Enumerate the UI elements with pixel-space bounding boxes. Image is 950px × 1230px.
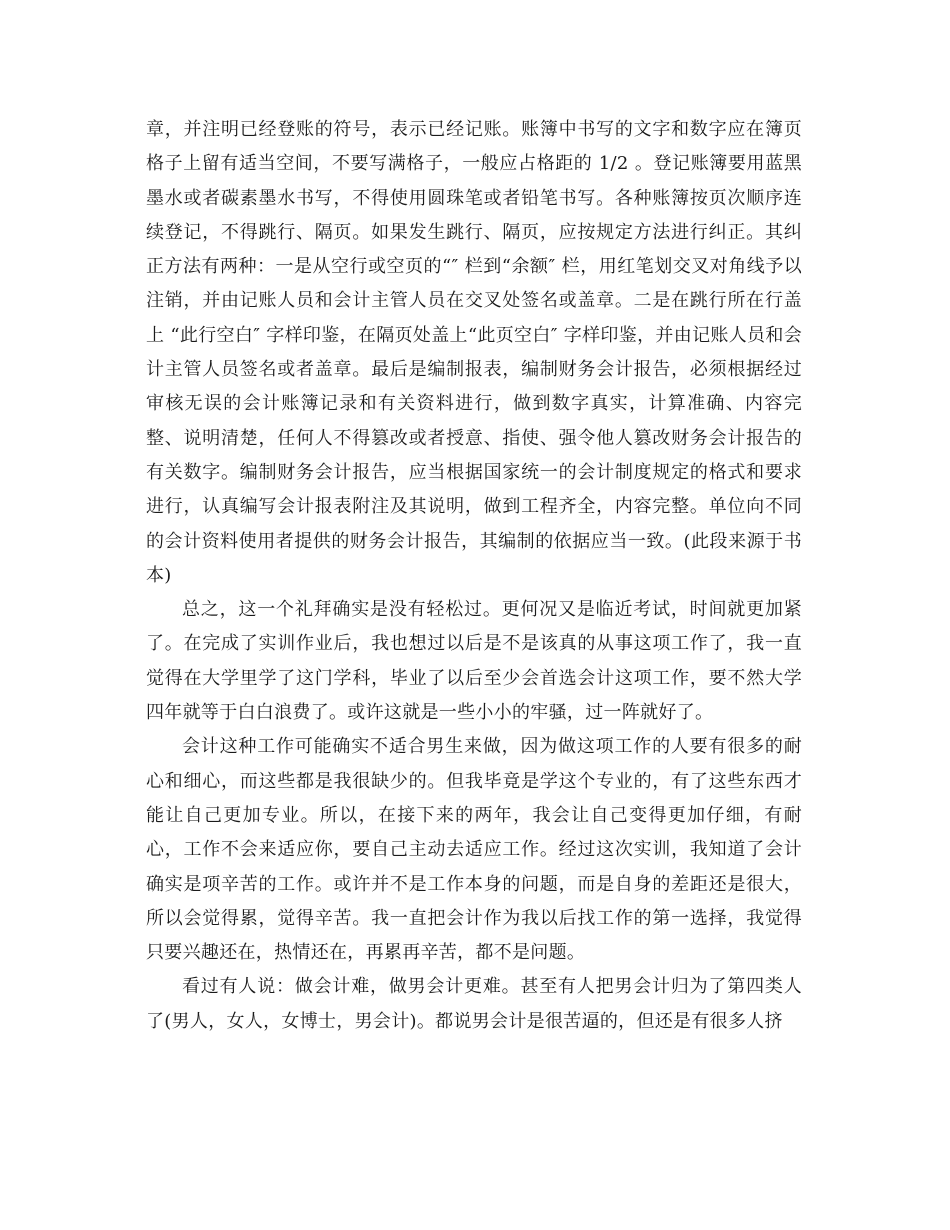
paragraph-4: 看过有人说：做会计难，做男会计更难。甚至有人把男会计归为了第四类人了(男人，女人，女博士，男会计)。都说男会计是很苦逼的，但还是有很多人挤 <box>146 976 802 1032</box>
paragraph-1: 章，并注明已经登账的符号，表示已经记账。账簿中书写的文字和数字应在簿页格子上留有适当空间，不要写满格子，一般应占格距的 1/2 。登记账簿要用蓝黑墨水或者碳素墨水书写，不得使用圆珠笔或者铅笔书写。各种账簿按页次顺序连续登记，不得跳行、隔页。如果发生跳行、隔页，应按规定方法进行纠正。其纠正方法有两种：一是从空行或空页的“″ 栏到“余额″ 栏，用红笔划交叉对角线予以注销，并由记账人员和会计主管人员在交叉处签名或盖章。二是在跳行所在行盖上 “此行空白″ 字样印鉴，在隔页处盖上“此页空白″ 字样印鉴，并由记账人员和会计主管人员签名或者盖章。最后是编制报表，编制财务会计报告，必须根据经过审核无误的会计账簿记录和有关资料进行，做到数字真实，计算准确、内容完整、说明清楚，任何人不得篡改或者授意、指使、强令他人篡改财务会计报告的有关数字。编制财务会计报告，应当根据国家统一的会计制度规定的格式和要求进行，认真编写会计报表附注及其说明，做到工程齐全，内容完整。单位向不同的会计资料使用者提供的财务会计报告，其编制的依据应当一致。(此段来源于书本) <box>146 119 802 586</box>
document-body <box>146 113 802 1039</box>
paragraph-2: 总之，这一个礼拜确实是没有轻松过。更何况又是临近考试，时间就更加紧了。在完成了实训作业后，我也想过以后是不是该真的从事这项工作了，我一直觉得在大学里学了这门学科，毕业了以后至少会首选会计这项工作，要不然大学四年就等于白白浪费了。或许这就是一些小小的牢骚，过一阵就好了。 <box>146 599 802 724</box>
paragraph-3: 会计这种工作可能确实不适合男生来做，因为做这项工作的人要有很多的耐心和细心，而这些都是我很缺少的。但我毕竟是学这个专业的，有了这些东西才能让自己更加专业。所以，在接下来的两年，我会让自己变得更加仔细，有耐心，工作不会来适应你，要自己主动去适应工作。经过这次实训，我知道了会计确实是项辛苦的工作。或许并不是工作本身的问题，而是自身的差距还是很大，所以会觉得累，觉得辛苦。我一直把会计作为我以后找工作的第一选择，我觉得只要兴趣还在，热情还在，再累再辛苦，都不是问题。 <box>146 736 802 964</box>
